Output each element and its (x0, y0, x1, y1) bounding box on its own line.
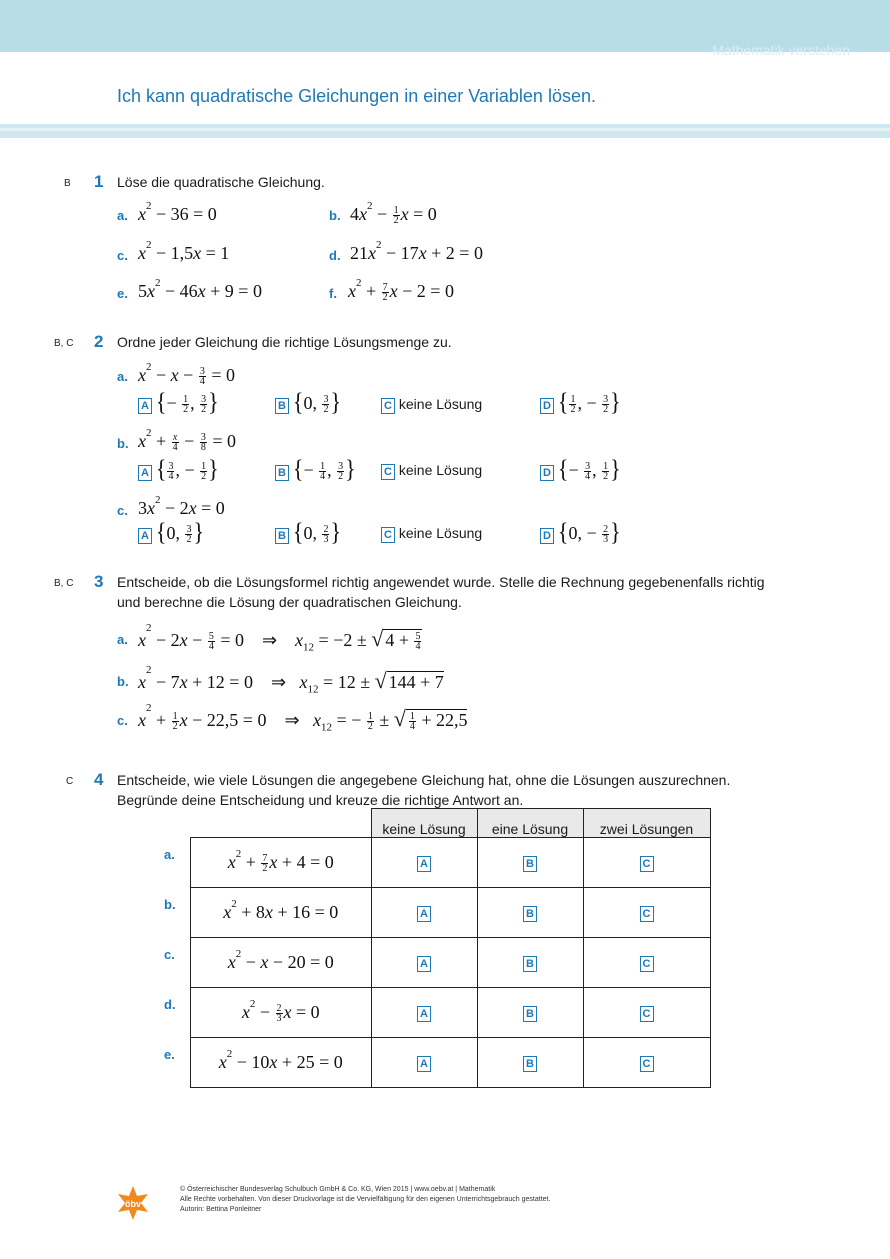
task2-label-c: c. (117, 503, 128, 518)
answer-cell-two[interactable] (583, 888, 710, 938)
task2c-option-b[interactable]: B {0, $\frac{2}{3}$ } (275, 519, 341, 545)
task4-label-a: a. (164, 847, 175, 862)
answer-cell-one[interactable] (477, 1038, 583, 1088)
box-a-icon: A (417, 1056, 431, 1072)
task4-label-c: c. (164, 947, 175, 962)
task1-label-f: f. (329, 286, 337, 301)
box-a-icon: A (138, 528, 152, 544)
task3-label-c: c. (117, 713, 128, 728)
answer-cell-two[interactable] (583, 988, 710, 1038)
answer-cell-one[interactable] (477, 938, 583, 988)
task4-label-e: e. (164, 1047, 175, 1062)
box-a-icon: A (417, 856, 431, 872)
task4-number: 4 (94, 770, 104, 789)
divider-stripe (0, 124, 890, 138)
series-watermark: Mathematik verstehen (712, 42, 850, 58)
box-b-icon: B (523, 1056, 537, 1072)
task2-equation-a: $x^2 - x$ − $\frac{3}{4}$ = 0 (138, 361, 235, 388)
task3-equation-b: $x^2 - 7x + 12 = 0$ ⇒ $x_{12} = 12$ ± √ 144 + 7 (138, 664, 444, 696)
task2c-option-d[interactable]: D {0, − $\frac{2}{3}$ } (540, 519, 621, 545)
task3-number: 3 (94, 572, 104, 591)
task1-label-e: e. (117, 286, 128, 301)
box-b-icon: B (275, 398, 289, 414)
task2-label-b: b. (117, 436, 129, 451)
no-solution-label: keine Lösung (398, 396, 483, 412)
answer-cell-none[interactable] (371, 988, 477, 1038)
answer-cell-none[interactable] (371, 888, 477, 938)
box-c-icon: C (640, 906, 654, 922)
task1-label-b: b. (329, 208, 341, 223)
answer-cell-one[interactable] (477, 988, 583, 1038)
task2a-option-d[interactable]: D { $\frac{1}{2}$ , − $\frac{3}{2}$ } (540, 389, 621, 415)
table-row (191, 838, 711, 888)
task3-instruction-line1: Entscheide, ob die Lösungsformel richtig angewendet wurde. Stelle die Rechnung gegebenenfalls richtig (117, 574, 765, 590)
answer-cell-two[interactable] (583, 838, 710, 888)
task1-label-d: d. (329, 248, 341, 263)
no-solution-label: keine Lösung (398, 525, 483, 541)
logo-text: öbv (124, 1199, 142, 1209)
task3-label-b: b. (117, 674, 129, 689)
task1-equation-b: $4x^2$ − $\frac{1}{2}$ x = 0 (350, 200, 437, 227)
task2b-option-a[interactable]: A { $\frac{3}{4}$ , − $\frac{1}{2}$ } (138, 456, 219, 482)
task2-equation-c: $3x^2 - 2x = 0$ (138, 494, 225, 518)
table-row (191, 938, 711, 988)
task4-equation-e: $x^2 - 10x + 25 = 0$ (191, 1038, 372, 1088)
task4-answer-table (190, 808, 711, 1088)
task3-label-a: a. (117, 632, 128, 647)
table-row (191, 888, 711, 938)
task2c-option-a[interactable]: A {0, $\frac{3}{2}$ } (138, 519, 204, 545)
task3-equation-c: $x^2$ + $\frac{1}{2}$ x − 22,5 = 0 ⇒ $x_{12}$ = − $\frac{1}{2}$ ± √ $\frac{1}{4}$ + 22,5 (138, 702, 468, 734)
task4-equation-c: $x^2 - x - 20 = 0$ (191, 938, 372, 988)
task4-label-d: d. (164, 997, 176, 1012)
box-a-icon: A (417, 1006, 431, 1022)
task3-level: B, C (54, 578, 74, 589)
task4-instruction-line1: Entscheide, wie viele Lösungen die angegebene Gleichung hat, ohne die Lösungen auszurechnen. (117, 772, 731, 788)
box-c-icon: C (640, 856, 654, 872)
box-c-icon: C (381, 527, 395, 543)
page-title: Ich kann quadratische Gleichungen in einer Variablen lösen. (117, 86, 596, 106)
task2-label-a: a. (117, 369, 128, 384)
task3-instruction-line2: und berechne die Lösung der quadratischen Gleichung. (117, 594, 462, 610)
footer-rights: Alle Rechte vorbehalten. Von dieser Druckvorlage ist die Vervielfältigung für den eigenen Unterrichtsgebrauch gestattet. (180, 1196, 551, 1203)
task2-instruction: Ordne jeder Gleichung die richtige Lösungsmenge zu. (117, 334, 452, 350)
answer-cell-two[interactable] (583, 938, 710, 988)
box-d-icon: D (540, 465, 554, 481)
box-d-icon: D (540, 528, 554, 544)
task1-equation-c: $x^2 - 1,5x = 1$ (138, 239, 230, 263)
box-b-icon: B (275, 528, 289, 544)
task4-equation-b: $x^2 + 8x + 16 = 0$ (191, 888, 372, 938)
task1-level: B (64, 178, 71, 189)
column-no-solution: keine Lösung (371, 809, 477, 838)
task1-label-c: c. (117, 248, 128, 263)
table-row (191, 988, 711, 1038)
column-one-solution: eine Lösung (477, 809, 583, 838)
task2a-option-b[interactable]: B {0, $\frac{3}{2}$ } (275, 389, 341, 415)
task2-equation-b: $x^2$ + $\frac{x}{4}$ − $\frac{3}{8}$ = 0 (138, 427, 236, 454)
column-two-solutions: zwei Lösungen (583, 809, 710, 838)
task1-equation-f: $x^2$ + $\frac{7}{2}$ x − 2 = 0 (348, 277, 454, 304)
task4-level: C (66, 776, 74, 787)
task4-instruction-line2: Begründe deine Entscheidung und kreuze die richtige Antwort an. (117, 792, 524, 808)
box-b-icon: B (523, 1006, 537, 1022)
task4-equation-d: $x^2$ − $\frac{2}{3}$ x = 0 (191, 988, 372, 1038)
oebv-logo-icon (115, 1186, 151, 1220)
box-b-icon: B (523, 906, 537, 922)
divider-stripe-light (0, 128, 890, 131)
box-a-icon: A (417, 956, 431, 972)
box-c-icon: C (381, 398, 395, 414)
task1-number: 1 (94, 172, 104, 191)
answer-cell-one[interactable] (477, 838, 583, 888)
box-a-icon: A (417, 906, 431, 922)
box-b-icon: B (523, 856, 537, 872)
table-corner (191, 809, 372, 838)
answer-cell-none[interactable] (371, 838, 477, 888)
box-b-icon: B (523, 956, 537, 972)
task2c-option-c[interactable] (381, 525, 482, 543)
box-a-icon: A (138, 398, 152, 414)
answer-cell-two[interactable] (583, 1038, 710, 1088)
box-c-icon: C (640, 1056, 654, 1072)
task2a-option-a[interactable]: A {− $\frac{1}{2}$ , $\frac{3}{2}$ } (138, 389, 219, 415)
no-solution-label: keine Lösung (398, 462, 483, 478)
box-c-icon: C (640, 1006, 654, 1022)
table-row (191, 1038, 711, 1088)
task2-level: B, C (54, 338, 74, 349)
task4-label-b: b. (164, 897, 176, 912)
task2-number: 2 (94, 332, 104, 351)
footer-author: Autorin: Bettina Ponleitner (180, 1206, 262, 1213)
footer-copyright: © Österreichischer Bundesverlag Schulbuch GmbH & Co. KG, Wien 2015 | www.oebv.at | Mathematik (180, 1186, 496, 1193)
answer-cell-one[interactable] (477, 888, 583, 938)
task1-equation-a: $x^2 - 36 = 0$ (138, 200, 217, 224)
box-d-icon: D (540, 398, 554, 414)
task2b-option-c[interactable] (381, 462, 482, 480)
task1-instruction: Löse die quadratische Gleichung. (117, 174, 325, 190)
task3-equation-a: $x^2 - 2x$ − $\frac{5}{4}$ = 0 ⇒ $x_{12} = -2$ ± √ 4 + $\frac{5}{4}$ (138, 622, 421, 654)
task1-equation-e: $5x^2 - 46x + 9 = 0$ (138, 277, 262, 301)
box-a-icon: A (138, 465, 152, 481)
answer-cell-none[interactable] (371, 938, 477, 988)
task1-equation-d: $21x^2 - 17x + 2 = 0$ (350, 239, 483, 263)
task1-label-a: a. (117, 208, 128, 223)
box-b-icon: B (275, 465, 289, 481)
box-c-icon: C (640, 956, 654, 972)
task2a-option-c[interactable] (381, 396, 482, 414)
box-c-icon: C (381, 464, 395, 480)
task4-equation-a: $x^2$ + $\frac{7}{2}$ x + 4 = 0 (191, 838, 372, 888)
task2b-option-d[interactable]: D {− $\frac{3}{4}$ , $\frac{1}{2}$ } (540, 456, 621, 482)
answer-cell-none[interactable] (371, 1038, 477, 1088)
task2b-option-b[interactable]: B {− $\frac{1}{4}$ , $\frac{3}{2}$ } (275, 456, 356, 482)
